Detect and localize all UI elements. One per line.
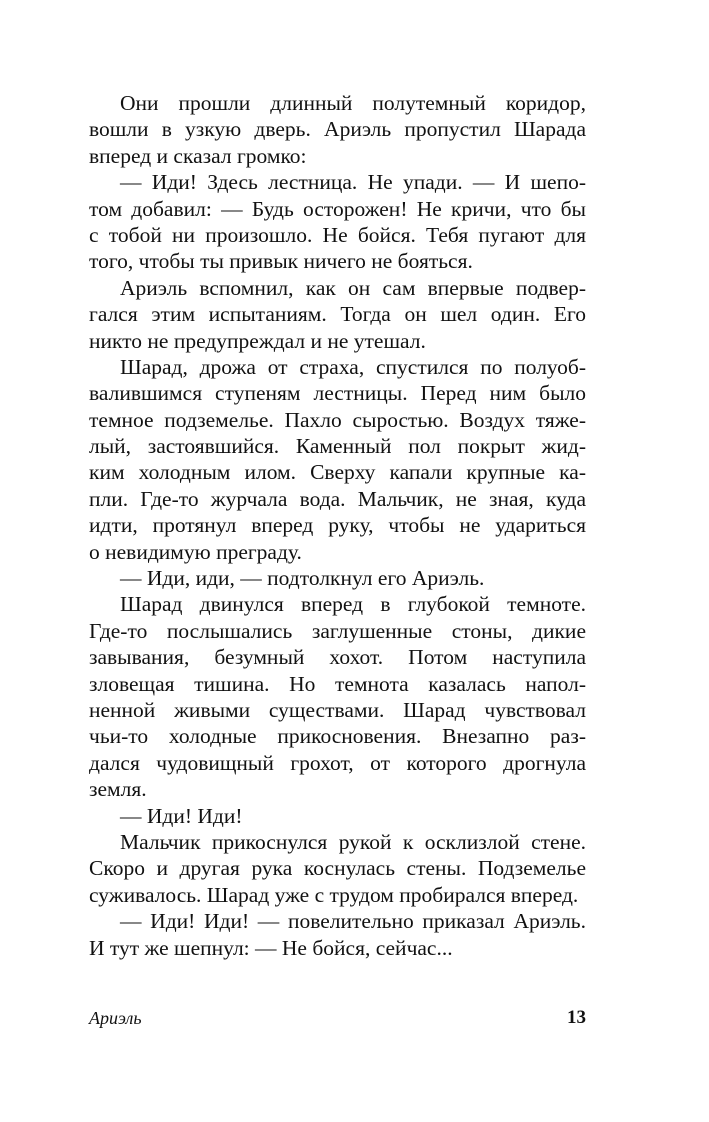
text-line: лый, застоявшийся. Каменный пол покрыт жид- — [89, 434, 586, 459]
text-line: завывания, безумный хохот. Потом наступила — [89, 645, 586, 670]
text-line: — Иди! Иди! — [120, 803, 243, 828]
text-line: том добавил: — Будь осторожен! Не кричи, что бы — [89, 196, 586, 221]
text-line: Скоро и другая рука коснулась стены. Подземелье — [89, 856, 586, 881]
text-line: вперед и сказал громко: — [89, 143, 307, 168]
text-line: — Иди! Иди! — повелительно приказал Ариэль. — [120, 909, 586, 934]
text-line: Шарад двинулся вперед в глубокой темноте. — [120, 592, 586, 617]
text-line: с тобой ни произошло. Не бойся. Тебя пугают для — [89, 222, 586, 247]
text-line: дался чудовищный грохот, от которого дрогнула — [89, 750, 586, 775]
text-line: ненной живыми существами. Шарад чувствовал — [89, 697, 586, 722]
text-line: суживалось. Шарад уже с трудом пробирался вперед. — [89, 882, 579, 907]
text-line: о невидимую преграду. — [89, 539, 302, 564]
text-line: земля. — [89, 777, 147, 802]
text-line: гался этим испытаниям. Тогда он шел один. Его — [89, 302, 586, 327]
text-line: Ариэль вспомнил, как он сам впервые подвер- — [120, 275, 586, 300]
text-line: — Иди, иди, — подтолкнул его Ариэль. — [120, 566, 485, 591]
text-line: зловещая тишина. Но темнота казалась напол- — [89, 671, 586, 696]
text-line: валившимся ступеням лестницы. Перед ним было — [89, 381, 586, 406]
text-line: И тут же шепнул: — Не бойся, сейчас... — [89, 935, 453, 960]
text-line: того, чтобы ты привык ничего не бояться. — [89, 249, 473, 274]
text-line: чьи-то холодные прикосновения. Внезапно раз- — [89, 724, 586, 749]
text-line: ким холодным илом. Сверху капали крупные ка- — [89, 460, 586, 485]
running-title: Ариэль — [89, 1008, 142, 1028]
text-line: Шарад, дрожа от страха, спустился по полуоб- — [120, 354, 586, 379]
text-line: Мальчик прикоснулся рукой к осклизлой стене. — [120, 829, 586, 854]
text-line: пли. Где-то журчала вода. Мальчик, не зная, куда — [89, 486, 586, 511]
body-text — [89, 90, 586, 961]
page-footer — [89, 1003, 586, 1033]
text-line: вошли в узкую дверь. Ариэль пропустил Шарада — [89, 117, 586, 142]
text-line: идти, протянул вперед руку, чтобы не удариться — [89, 513, 586, 538]
text-line: темное подземелье. Пахло сыростью. Воздух тяже- — [89, 407, 586, 432]
page-number: 13 — [567, 1007, 586, 1028]
text-line: никто не предупреждал и не утешал. — [89, 328, 426, 353]
text-line: Где-то послышались заглушенные стоны, дикие — [89, 618, 586, 643]
text-line: Они прошли длинный полутемный коридор, — [120, 91, 586, 115]
text-line: — Иди! Здесь лестница. Не упади. — И шепо- — [120, 170, 586, 195]
